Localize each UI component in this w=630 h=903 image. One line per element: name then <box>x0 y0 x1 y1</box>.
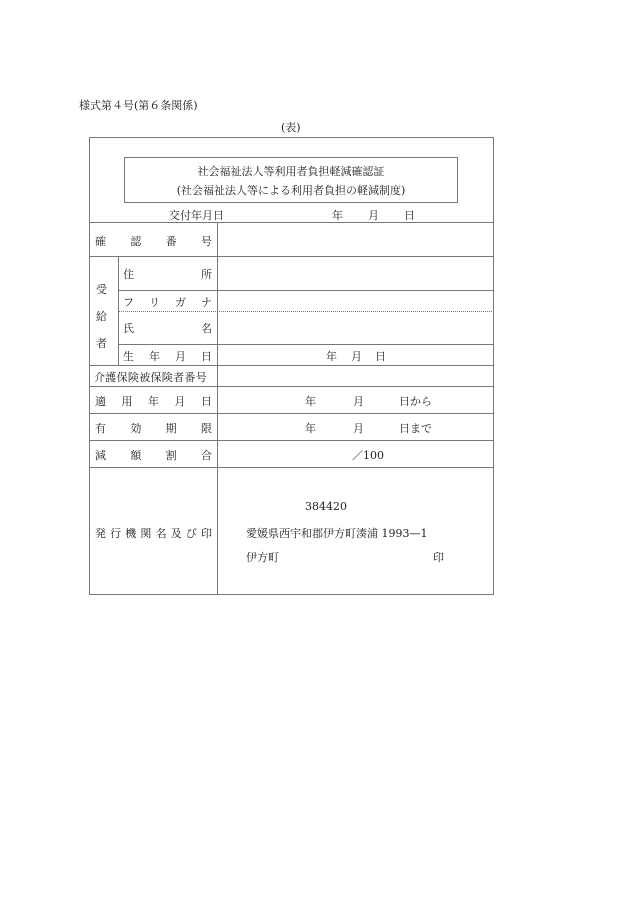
row-divider <box>89 413 494 414</box>
row-divider <box>89 467 494 468</box>
applicable-date-year: 年 <box>305 395 316 408</box>
form-number: 様式第４号(第６条関係) <box>79 99 198 112</box>
label-name: 氏 名 <box>123 322 212 335</box>
dotted-divider <box>118 311 494 312</box>
applicable-date-month: 月 <box>353 395 364 408</box>
label-furigana: フ リ ガ ナ <box>123 296 212 309</box>
address-value[interactable] <box>222 264 488 284</box>
issue-date-label: 交付年月日 <box>169 209 224 222</box>
valid-period-month: 月 <box>353 422 364 435</box>
row-divider <box>89 386 494 387</box>
label-valid-period: 有 効 期 限 <box>95 422 212 435</box>
issuer-seal: 印 <box>433 551 444 564</box>
label-reduction-rate: 減 額 割 合 <box>95 449 212 462</box>
valid-period-year: 年 <box>305 422 316 435</box>
reduction-rate-value: ／100 <box>352 449 384 462</box>
row-divider <box>89 365 494 366</box>
confirmation-number-value[interactable] <box>222 233 488 249</box>
insured-number-value[interactable] <box>222 369 488 383</box>
issuer-name: 伊方町 <box>246 551 279 564</box>
row-divider <box>89 222 494 223</box>
column-divider <box>217 222 218 595</box>
title-line-1: 社会福祉法人等利用者負担軽減確認証 <box>197 165 385 178</box>
label-insured-number: 介護保険被保険者番号 <box>94 371 207 384</box>
furigana-value[interactable] <box>222 294 488 308</box>
valid-period-day: 日まで <box>399 422 432 435</box>
recipient-group-label: 受 給 者 <box>96 283 107 350</box>
birthdate-year: 年 <box>326 350 337 363</box>
applicable-date-day: 日から <box>399 395 432 408</box>
issue-date-day: 日 <box>404 209 415 222</box>
name-value[interactable] <box>222 318 488 338</box>
label-confirmation-number: 確 認 番 号 <box>95 235 212 248</box>
row-divider <box>118 290 494 291</box>
row-divider <box>89 440 494 441</box>
issuer-postal-code: 384420 <box>305 500 347 513</box>
issue-date-year: 年 <box>332 209 343 222</box>
recipient-subcolumn-divider <box>118 256 119 365</box>
side-label: (表) <box>281 121 301 134</box>
title-line-2: (社会福祉法人等による利用者負担の軽減制度) <box>176 184 406 197</box>
label-issuer: 発 行 機 関 名 及 び 印 <box>95 527 212 540</box>
row-divider <box>118 344 494 345</box>
issuer-address: 愛媛県西宇和郡伊方町湊浦 1993—1 <box>246 527 428 540</box>
issue-date-month: 月 <box>368 209 379 222</box>
birthdate-month: 月 <box>351 350 362 363</box>
label-address: 住 所 <box>123 268 212 281</box>
label-birthdate: 生 年 月 日 <box>123 350 212 363</box>
label-applicable-date: 適 用 年 月 日 <box>95 395 212 408</box>
birthdate-day: 日 <box>375 350 386 363</box>
row-divider <box>89 256 494 257</box>
